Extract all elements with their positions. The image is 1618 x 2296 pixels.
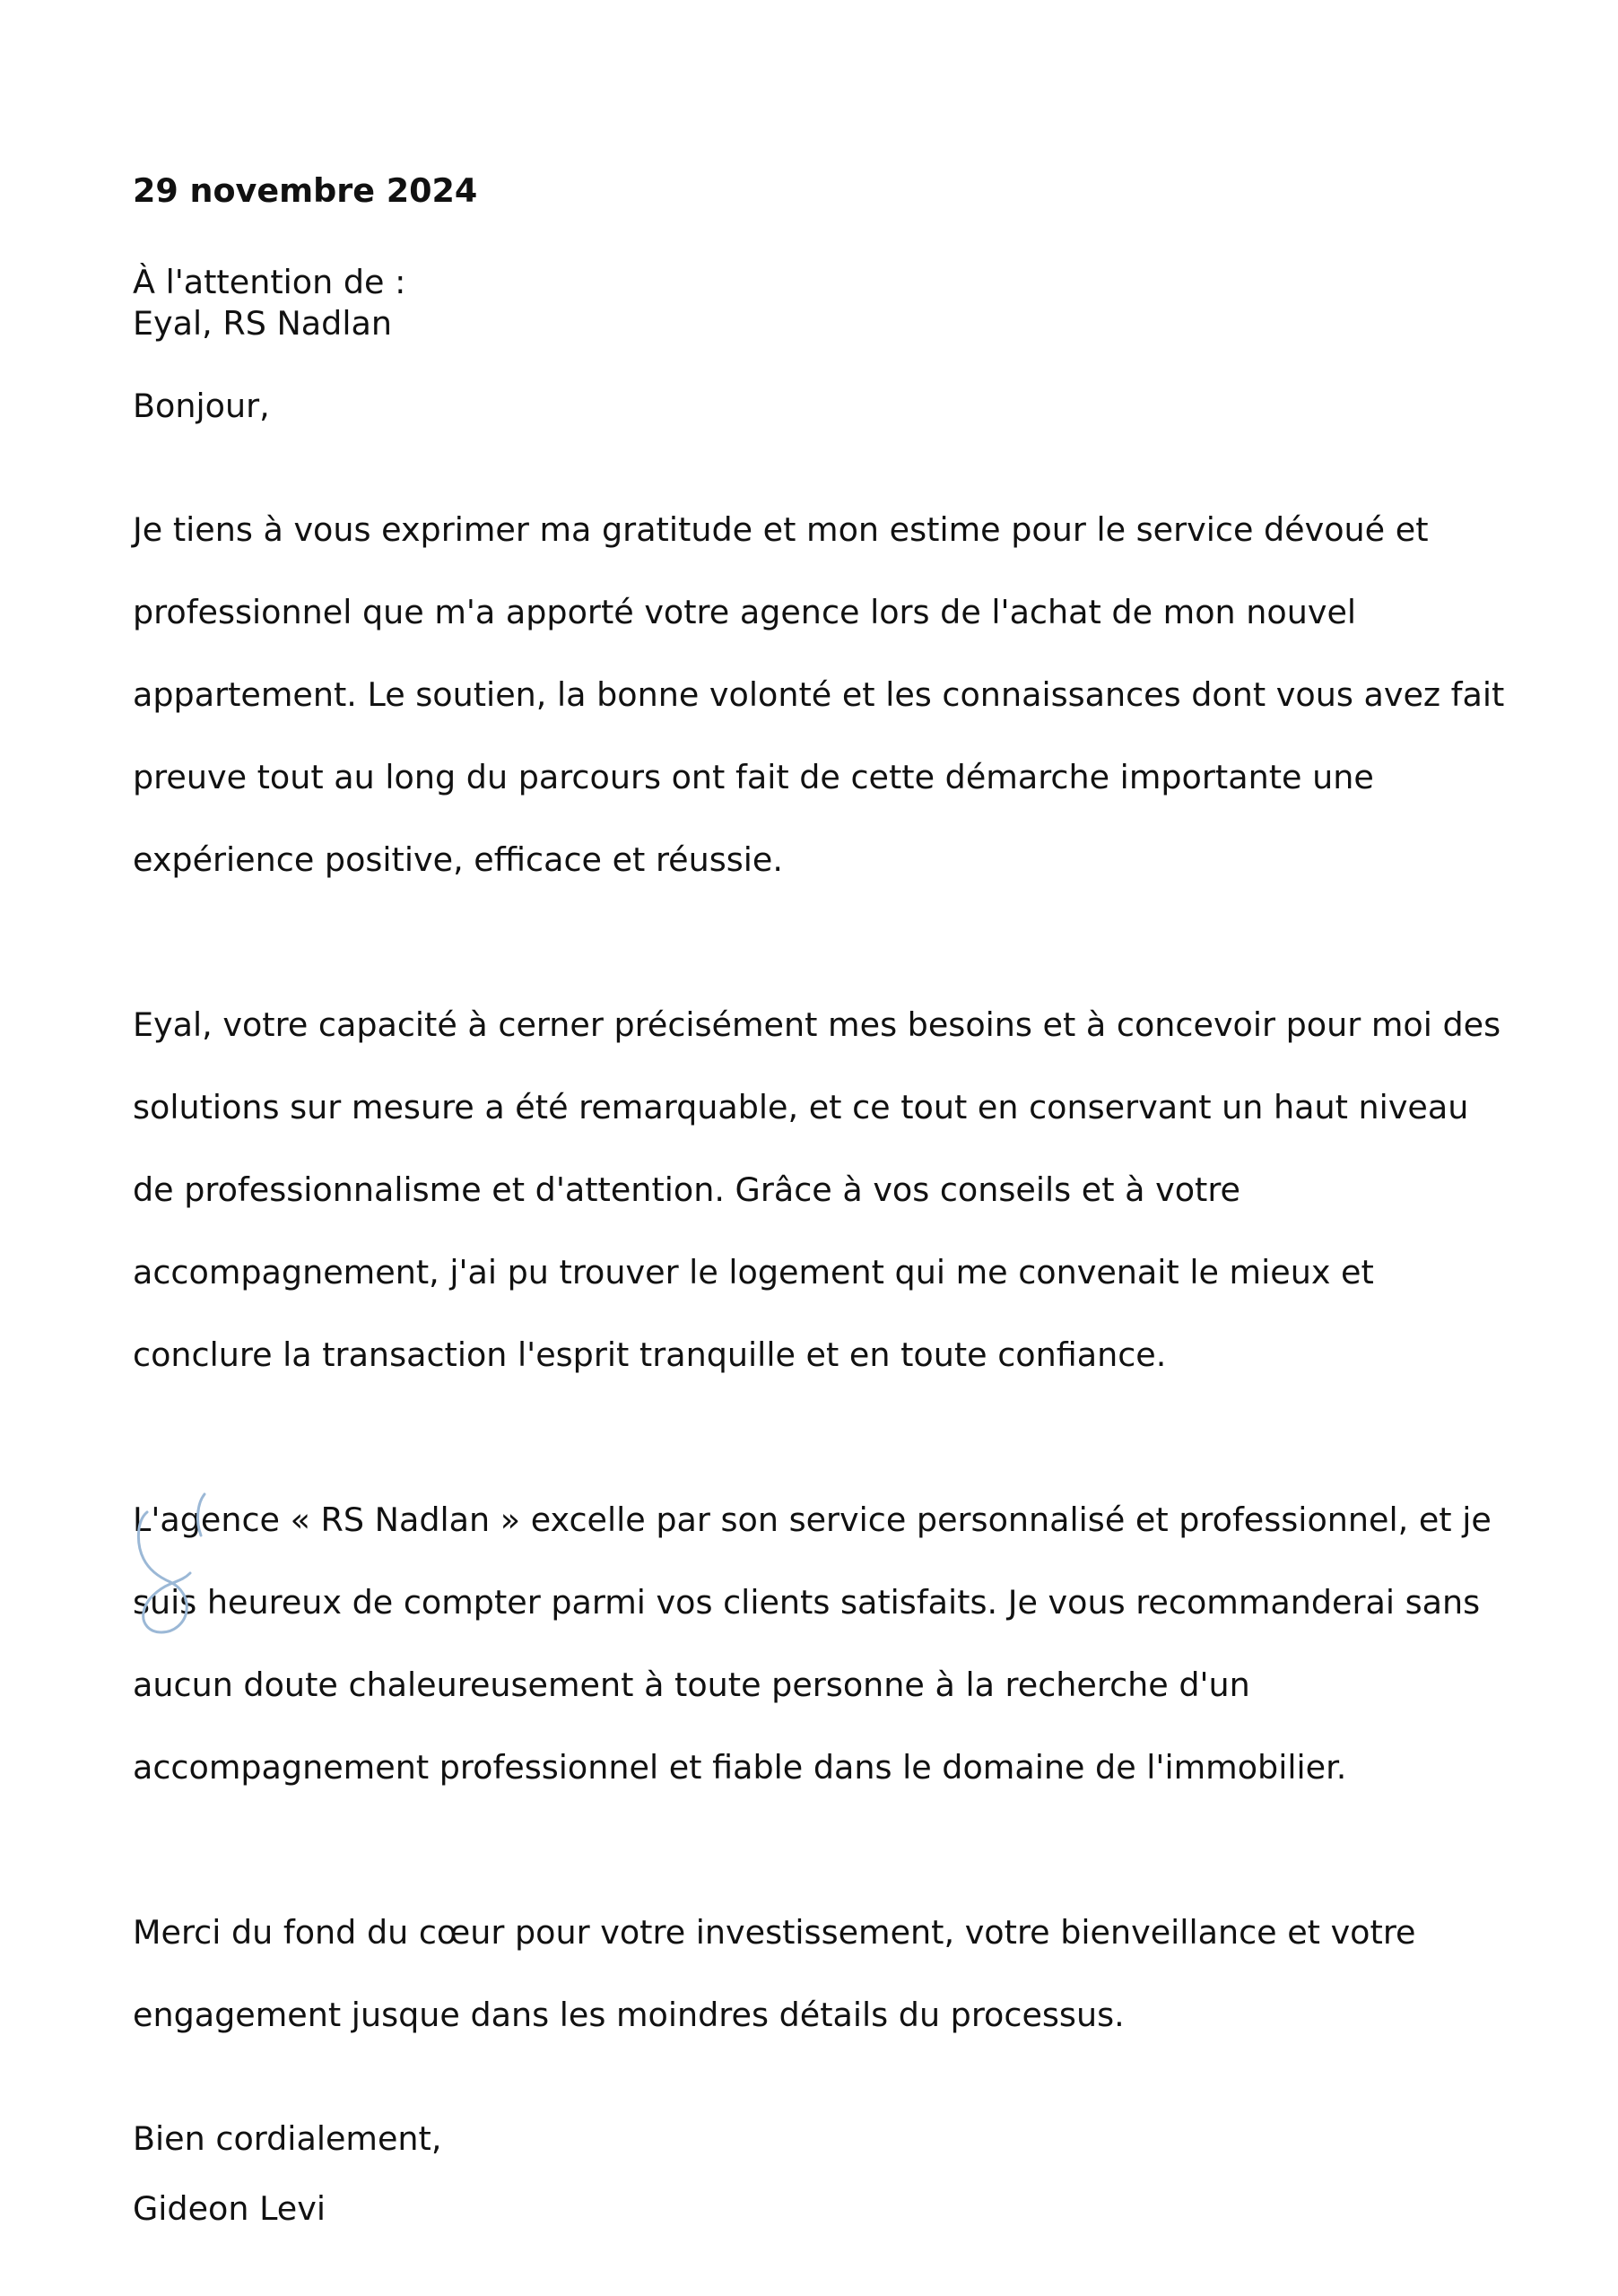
paragraph-4 <box>133 1871 1532 2077</box>
greeting: Bonjour, <box>133 387 270 425</box>
closing: Bien cordialement, <box>133 2119 442 2158</box>
paragraph-line: expérience positive, efficace et réussie. <box>133 840 783 879</box>
letter-body <box>133 170 1532 2230</box>
paragraph-line: L'agence « RS Nadlan » excelle par son service personnalisé et professionnel, et je <box>133 1500 1492 1539</box>
paragraph-line: appartement. Le soutien, la bonne volonté et les connaissances dont vous avez fait <box>133 675 1505 714</box>
paragraph-line: solutions sur mesure a été remarquable, et ce tout en conservant un haut niveau <box>133 1088 1469 1126</box>
signer-name: Gideon Levi <box>133 2189 326 2228</box>
paragraph-1 <box>133 468 1532 922</box>
paragraph-line: conclure la transaction l'esprit tranquille et en toute confiance. <box>133 1335 1167 1374</box>
signature-stroke-right <box>198 1494 204 1535</box>
letter-date: 29 novembre 2024 <box>133 171 478 210</box>
paragraph-line: Merci du fond du cœur pour votre investissement, votre bienveillance et votre <box>133 1913 1416 1952</box>
recipient-name: Eyal, RS Nadlan <box>133 304 392 343</box>
paragraph-line: preuve tout au long du parcours ont fait de cette démarche importante une <box>133 758 1374 796</box>
paragraph-line: Je tiens à vous exprimer ma gratitude et mon estime pour le service dévoué et <box>133 510 1429 549</box>
paragraph-line: suis heureux de compter parmi vos clients satisfaits. Je vous recommanderai sans <box>133 1583 1481 1622</box>
attention-label: À l'attention de : <box>133 263 406 301</box>
handwritten-signature <box>135 1489 224 1650</box>
paragraph-line: Eyal, votre capacité à cerner précisément mes besoins et à concevoir pour moi des <box>133 1005 1501 1044</box>
paragraph-3 <box>133 1458 1532 1830</box>
paragraph-line: accompagnement professionnel et fiable dans le domaine de l'immobilier. <box>133 1748 1347 1787</box>
signature-stroke-left <box>138 1512 190 1632</box>
paragraph-line: aucun doute chaleureusement à toute personne à la recherche d'un <box>133 1665 1250 1704</box>
recipient-block <box>133 262 1532 344</box>
paragraph-line: accompagnement, j'ai pu trouver le logement qui me convenait le mieux et <box>133 1253 1374 1292</box>
paragraph-line: engagement jusque dans les moindres détails du processus. <box>133 1996 1125 2034</box>
paragraph-line: de professionnalisme et d'attention. Grâce à vos conseils et à votre <box>133 1170 1241 1209</box>
paragraph-line: professionnel que m'a apporté votre agence lors de l'achat de mon nouvel <box>133 593 1357 631</box>
paragraph-2 <box>133 963 1532 1417</box>
